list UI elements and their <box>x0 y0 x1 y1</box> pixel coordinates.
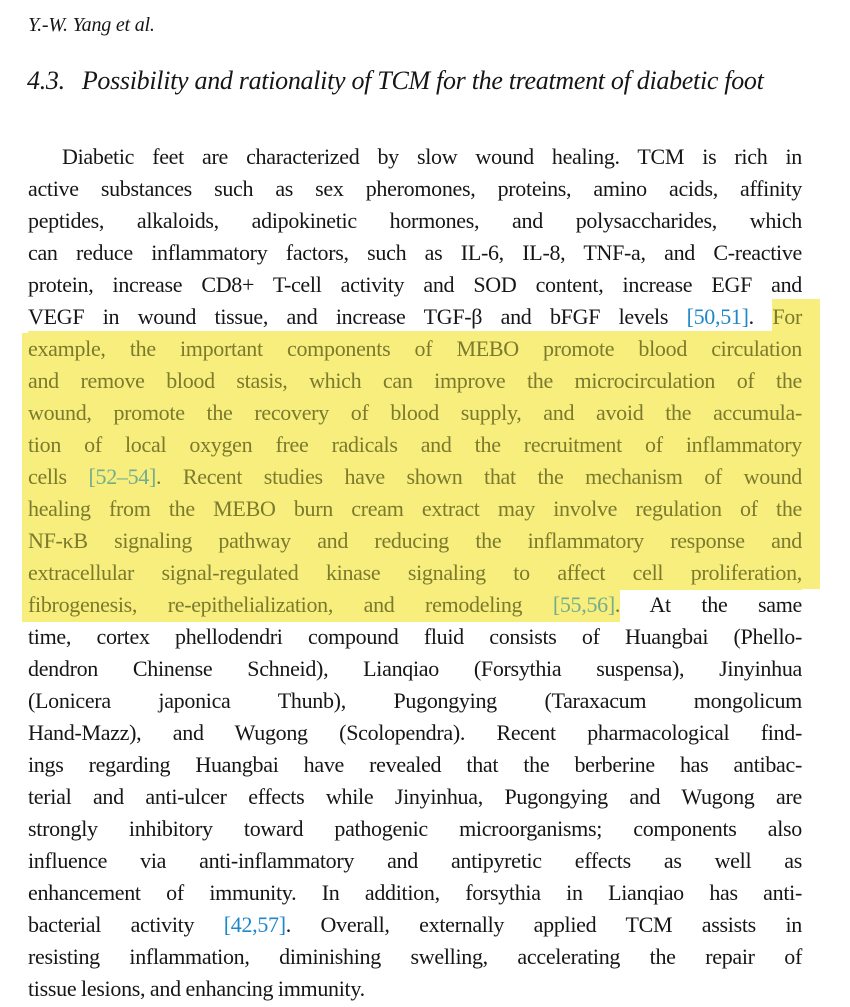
text-line <box>28 173 802 205</box>
citation-link[interactable]: [50,51] <box>686 304 749 329</box>
section-heading <box>27 64 764 98</box>
text-line <box>28 205 802 237</box>
text-line <box>28 653 802 685</box>
highlighted-text: example, the important components of MEBO promote blood circulation <box>28 331 802 366</box>
highlighted-text: NF-κB signaling pathway and reducing the inflammatory response and <box>28 523 802 558</box>
text-line <box>22 557 820 589</box>
text-line <box>22 493 820 525</box>
body-text: ings regarding Huangbai have revealed that the berberine has antibac- <box>28 752 802 777</box>
text-line <box>28 941 802 973</box>
body-text: protein, increase CD8+ T-cell activity and SOD content, increase EGF and <box>28 272 802 297</box>
running-head-authors: Y.-W. Yang et al. <box>28 14 155 36</box>
body-text: time, cortex phellodendri compound fluid consists of Huangbai (Phello- <box>28 624 802 649</box>
highlighted-citation-link[interactable]: [55,56] <box>553 587 615 622</box>
text-line <box>28 909 802 941</box>
text-line <box>28 877 802 909</box>
text-line <box>28 717 802 749</box>
highlighted-citation-link[interactable]: [52–54] <box>88 459 156 494</box>
body-text: VEGF in wound tissue, and increase TGF-β and bFGF levels <box>28 304 687 329</box>
text-line <box>28 237 802 269</box>
highlighted-text: and remove blood stasis, which can improve the microcirculation of the <box>28 363 802 398</box>
body-text: (Lonicera japonica Thunb), Pugongying (Taraxacum mongolicum <box>28 688 802 713</box>
highlighted-text: fibrogenesis, re-epithelialization, and remodeling <box>22 587 553 622</box>
body-text: At the same <box>620 592 802 617</box>
citation-link[interactable]: [42,57] <box>223 912 286 937</box>
text-line <box>28 685 802 717</box>
body-text: peptides, alkaloids, adipokinetic hormones, and polysaccharides, which <box>28 208 802 233</box>
body-text: Hand-Mazz), and Wugong (Scolopendra). Recent pharmacological find- <box>28 720 802 745</box>
text-line <box>22 525 820 557</box>
highlighted-text: . Recent studies have shown that the mechanism of wound <box>156 459 802 494</box>
text-line <box>28 973 802 1005</box>
body-text: . <box>748 304 773 329</box>
text-line <box>22 397 820 429</box>
text-line <box>28 141 802 173</box>
text-line <box>28 621 802 653</box>
section-number: 4.3. <box>27 66 65 95</box>
text-line <box>22 461 820 493</box>
highlighted-text: cells <box>28 459 88 494</box>
body-text: Diabetic feet are characterized by slow wound healing. TCM is rich in <box>62 144 802 169</box>
paragraph <box>28 141 802 1005</box>
body-text: enhancement of immunity. In addition, forsythia in Lianqiao has anti- <box>28 880 802 905</box>
body-text: resisting inflammation, diminishing swelling, accelerating the repair of <box>28 944 802 969</box>
highlighted-text: healing from the MEBO burn cream extract may involve regulation of the <box>28 491 802 526</box>
body-text: bacterial activity <box>28 912 224 937</box>
text-line <box>22 365 820 397</box>
text-line <box>28 845 802 877</box>
highlighted-text: wound, promote the recovery of blood supply, and avoid the accumula- <box>28 395 802 430</box>
text-line <box>28 589 802 621</box>
body-text: dendron Chinense Schneid), Lianqiao (Forsythia suspensa), Jinyinhua <box>28 656 802 681</box>
section-title: Possibility and rationality of TCM for the treatment of diabetic foot <box>81 66 764 95</box>
body-text: active substances such as sex pheromones, proteins, amino acids, affinity <box>28 176 802 201</box>
body-text: can reduce inflammatory factors, such as IL-6, IL-8, TNF-a, and C-reactive <box>28 240 802 265</box>
highlighted-text: extracellular signal-regulated kinase signaling to affect cell proliferation, <box>28 555 802 590</box>
text-line <box>28 781 802 813</box>
body-text: tissue lesions, and enhancing immunity. <box>28 976 365 1001</box>
body-text: terial and anti-ulcer effects while Jinyinhua, Pugongying and Wugong are <box>28 784 802 809</box>
body-text: . Overall, externally applied TCM assists in <box>285 912 802 937</box>
text-line <box>22 429 820 461</box>
text-line <box>22 333 820 365</box>
highlighted-text: . <box>615 587 620 622</box>
text-line <box>28 301 802 333</box>
body-text: strongly inhibitory toward pathogenic microorganisms; components also <box>28 816 802 841</box>
highlighted-text: tion of local oxygen free radicals and the recruitment of inflammatory <box>28 427 802 462</box>
highlighted-text: For <box>772 299 820 334</box>
text-line <box>28 813 802 845</box>
text-line <box>28 749 802 781</box>
text-line <box>28 269 802 301</box>
body-text: influence via anti-inflammatory and antipyretic effects as well as <box>28 848 802 873</box>
